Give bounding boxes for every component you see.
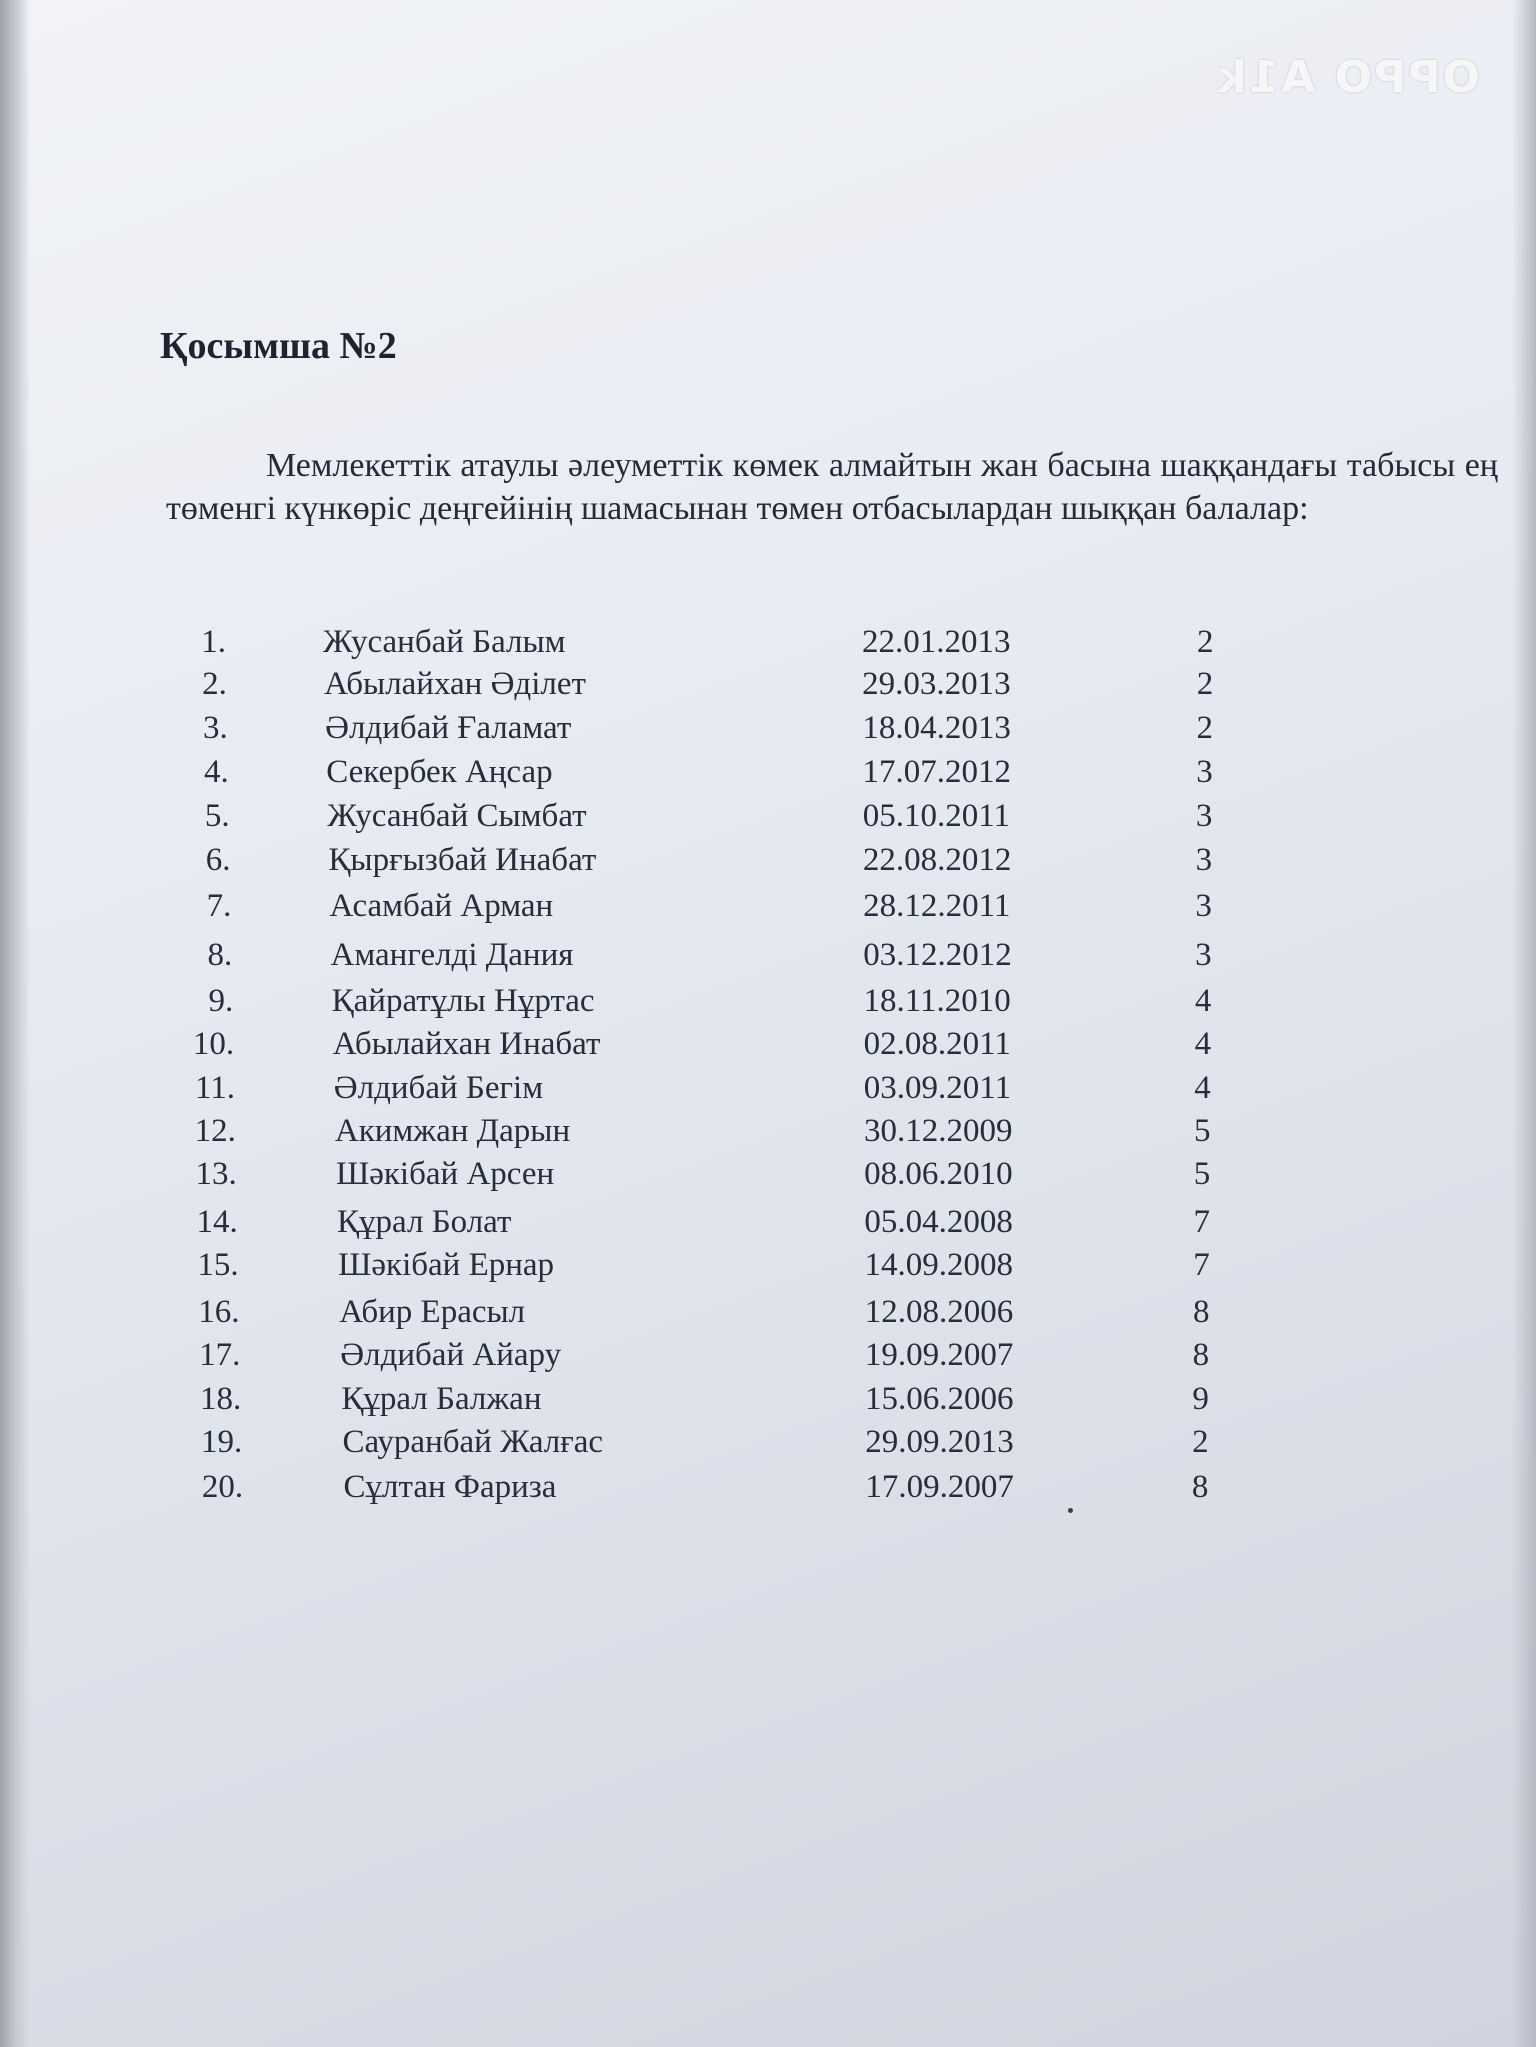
list-item (0, 1469, 1536, 1509)
item-number: 15. (197, 1247, 239, 1283)
birth-date: 19.09.2007 (864, 1337, 1014, 1373)
child-name: Секербек Аңсар (326, 754, 553, 790)
child-name: Абылайхан Әділет (324, 666, 586, 702)
child-name: Амангелді Дания (330, 937, 574, 973)
item-number: 16. (198, 1294, 240, 1330)
child-name: Шәкібай Ернар (338, 1247, 555, 1283)
birth-date: 17.09.2007 (865, 1469, 1014, 1505)
item-number: 11. (194, 1070, 235, 1106)
birth-date: 15.06.2006 (865, 1381, 1014, 1417)
item-number: 18. (200, 1381, 242, 1417)
list-item (0, 937, 1536, 977)
list-item (0, 1381, 1536, 1421)
list-item (0, 1294, 1536, 1334)
list-item (0, 842, 1536, 882)
birth-date: 17.07.2012 (862, 754, 1012, 790)
list-item (0, 888, 1536, 928)
birth-date: 12.08.2006 (864, 1294, 1014, 1330)
birth-date: 08.06.2010 (864, 1156, 1013, 1192)
family-size: 5 (1194, 1113, 1211, 1149)
child-name: Жусанбай Балым (323, 624, 566, 660)
birth-date: 14.09.2008 (864, 1247, 1014, 1283)
family-size: 7 (1193, 1247, 1210, 1283)
list-item (0, 710, 1536, 750)
family-size: 8 (1192, 1337, 1210, 1373)
child-name: Әлдибай Айару (340, 1337, 562, 1373)
child-name: Әлдибай Ғаламат (325, 710, 572, 746)
ink-dot (1068, 1508, 1073, 1513)
child-name: Қайратұлы Нұртас (331, 983, 595, 1019)
family-size: 3 (1195, 842, 1213, 878)
item-number: 14. (196, 1204, 238, 1240)
family-size: 5 (1193, 1156, 1211, 1192)
list-item (0, 1424, 1536, 1464)
child-name: Құрал Болат (337, 1204, 512, 1240)
item-number: 6. (205, 842, 231, 878)
child-name: Шәкібай Арсен (335, 1156, 555, 1192)
birth-date: 22.01.2013 (862, 624, 1011, 660)
birth-date: 03.09.2011 (863, 1070, 1012, 1106)
list-item (0, 1247, 1536, 1287)
child-name: Қырғызбай Инабат (328, 842, 597, 878)
family-size: 3 (1196, 754, 1213, 790)
birth-date: 30.12.2009 (863, 1113, 1013, 1149)
item-number: 9. (208, 983, 234, 1019)
item-number: 20. (201, 1469, 244, 1505)
list-item (0, 983, 1536, 1023)
birth-date: 28.12.2011 (863, 888, 1011, 924)
birth-date: 03.12.2012 (863, 937, 1012, 973)
child-name: Әлдибай Бегім (333, 1070, 544, 1106)
family-size: 4 (1194, 983, 1212, 1019)
list-item (0, 1204, 1536, 1244)
item-number: 17. (199, 1337, 241, 1373)
child-name: Акимжан Дарын (334, 1113, 571, 1149)
intro-paragraph: Мемлекеттік атаулы әлеуметтік көмек алмайтын жан басына шаққандағы табысы ең төменгі күнкөріс деңгейінің шамасынан төмен отбасылардан шыққан балалар: (166, 447, 1498, 527)
birth-date: 29.09.2013 (865, 1424, 1014, 1460)
family-size: 3 (1195, 937, 1212, 973)
family-size: 2 (1196, 666, 1214, 702)
family-size: 8 (1191, 1469, 1209, 1505)
item-number: 12. (194, 1113, 236, 1149)
family-size: 8 (1192, 1294, 1210, 1330)
item-number: 5. (204, 798, 230, 834)
birth-date: 02.08.2011 (863, 1026, 1011, 1062)
item-number: 1. (201, 624, 226, 660)
family-size: 2 (1192, 1424, 1209, 1460)
page-title: Қосымша №2 (160, 325, 397, 367)
item-number: 10. (192, 1026, 235, 1062)
list-item (0, 754, 1536, 794)
child-name: Асамбай Арман (329, 888, 554, 924)
family-size: 2 (1196, 710, 1213, 746)
child-name: Сұлтан Фариза (343, 1469, 557, 1505)
item-number: 7. (206, 888, 232, 924)
list-item (0, 1070, 1536, 1110)
birth-date: 05.10.2011 (862, 798, 1010, 834)
child-name: Абир Ерасыл (339, 1294, 526, 1330)
birth-date: 18.11.2010 (863, 983, 1011, 1019)
family-size: 3 (1195, 798, 1213, 834)
list-item (0, 624, 1536, 664)
birth-date: 22.08.2012 (862, 842, 1012, 878)
birth-date: 29.03.2013 (862, 666, 1011, 702)
item-number: 8. (207, 937, 233, 973)
birth-date: 05.04.2008 (864, 1204, 1013, 1240)
list-item (0, 1113, 1536, 1153)
family-size: 7 (1193, 1204, 1210, 1240)
child-name: Құрал Балжан (341, 1381, 542, 1417)
family-size: 4 (1194, 1026, 1212, 1062)
item-number: 4. (203, 754, 229, 790)
item-number: 19. (200, 1424, 243, 1460)
item-number: 13. (195, 1156, 237, 1192)
list-item (0, 1156, 1536, 1196)
child-name: Абылайхан Инабат (332, 1026, 601, 1062)
list-item (0, 1026, 1536, 1066)
family-size: 2 (1197, 624, 1214, 660)
birth-date: 18.04.2013 (862, 710, 1011, 746)
item-number: 2. (202, 666, 227, 702)
child-name: Сауранбай Жалғас (342, 1424, 604, 1460)
list-item (0, 798, 1536, 838)
list-item (0, 1337, 1536, 1377)
family-size: 3 (1195, 888, 1212, 924)
item-number: 3. (203, 710, 228, 746)
family-size: 9 (1192, 1381, 1209, 1417)
list-item (0, 666, 1536, 706)
child-name: Жусанбай Сымбат (327, 798, 587, 834)
camera-watermark: OPPO A1k (1215, 52, 1480, 103)
family-size: 4 (1194, 1070, 1211, 1106)
